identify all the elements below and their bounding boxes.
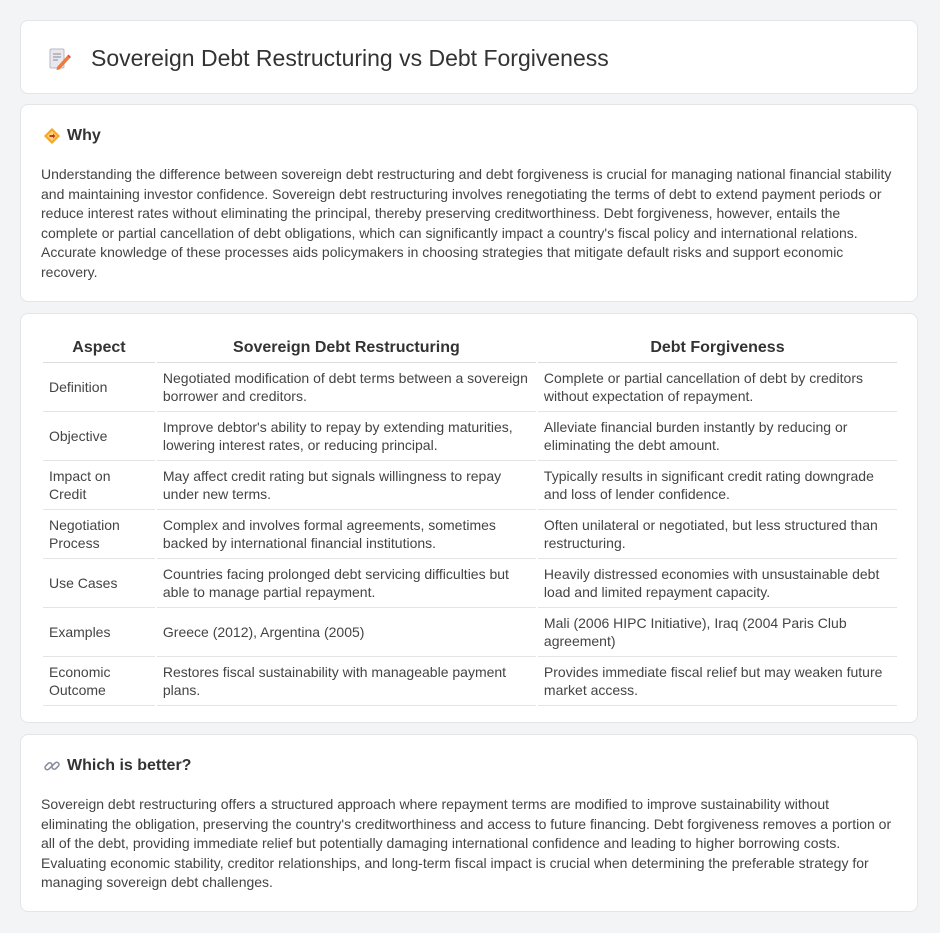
diamond-direction-icon <box>43 127 61 145</box>
better-heading: Which is better? <box>67 757 192 774</box>
restructuring-cell: Greece (2012), Argentina (2005) <box>157 608 536 657</box>
restructuring-cell: May affect credit rating but signals willingness to repay under new terms. <box>157 461 536 510</box>
link-icon <box>43 757 61 775</box>
forgiveness-cell: Alleviate financial burden instantly by reducing or eliminating the debt amount. <box>538 412 897 461</box>
why-heading: Why <box>67 127 101 144</box>
document-pen-icon <box>47 47 71 71</box>
forgiveness-cell: Provides immediate fiscal relief but may weaken future market access. <box>538 657 897 706</box>
which-better-section <box>20 734 918 912</box>
forgiveness-cell: Complete or partial cancellation of debt by creditors without expectation of repayment. <box>538 363 897 412</box>
restructuring-cell: Negotiated modification of debt terms between a sovereign borrower and creditors. <box>157 363 536 412</box>
title-card <box>20 20 918 94</box>
aspect-cell: Objective <box>43 412 155 461</box>
table-row <box>43 461 897 510</box>
header-forgiveness: Debt Forgiveness <box>538 334 897 363</box>
table-row <box>43 657 897 706</box>
why-heading-row <box>43 127 101 145</box>
aspect-cell: Definition <box>43 363 155 412</box>
comparison-table <box>41 334 899 706</box>
aspect-cell: Impact on Credit <box>43 461 155 510</box>
aspect-cell: Examples <box>43 608 155 657</box>
table-row <box>43 510 897 559</box>
title-row <box>47 45 609 72</box>
better-text: Sovereign debt restructuring offers a structured approach where repayment terms are modified to improve sustainability without eliminating the obligation, preserving the country's creditworthiness and access to future financing. Debt forgiveness removes a portion or all of the debt, providing immediate relief but potentially damaging international confidence and leading to higher borrowing costs. Evaluating economic stability, creditor relationships, and long-term fiscal impact is crucial when determining the preferable strategy for managing sovereign debt challenges. <box>41 796 892 891</box>
table-row <box>43 608 897 657</box>
table-row <box>43 559 897 608</box>
better-heading-row <box>43 757 191 775</box>
aspect-cell: Use Cases <box>43 559 155 608</box>
page-title: Sovereign Debt Restructuring vs Debt Forgiveness <box>91 45 609 71</box>
restructuring-cell: Complex and involves formal agreements, sometimes backed by international financial institutions. <box>157 510 536 559</box>
table-row <box>43 412 897 461</box>
header-restructuring: Sovereign Debt Restructuring <box>157 334 536 363</box>
table-header-row <box>43 334 897 363</box>
restructuring-cell: Countries facing prolonged debt servicing difficulties but able to manage partial repayment. <box>157 559 536 608</box>
restructuring-cell: Restores fiscal sustainability with manageable payment plans. <box>157 657 536 706</box>
restructuring-cell: Improve debtor's ability to repay by extending maturities, lowering interest rates, or reducing principal. <box>157 412 536 461</box>
forgiveness-cell: Mali (2006 HIPC Initiative), Iraq (2004 Paris Club agreement) <box>538 608 897 657</box>
table-row <box>43 363 897 412</box>
forgiveness-cell: Often unilateral or negotiated, but less structured than restructuring. <box>538 510 897 559</box>
forgiveness-cell: Heavily distressed economies with unsustainable debt load and limited repayment capacity. <box>538 559 897 608</box>
forgiveness-cell: Typically results in significant credit rating downgrade and loss of lender confidence. <box>538 461 897 510</box>
comparison-section <box>20 313 918 723</box>
why-section <box>20 104 918 302</box>
header-aspect: Aspect <box>43 334 155 363</box>
why-text: Understanding the difference between sovereign debt restructuring and debt forgiveness is crucial for managing national financial stability and maintaining investor confidence. Sovereign debt restructuring involves renegotiating the terms of debt to extend payment periods or reduce interest rates without eliminating the principal, thereby preserving creditworthiness. Debt forgiveness, however, entails the complete or partial cancellation of debt obligations, which can significantly impact a country's fiscal policy and international relations. Accurate knowledge of these processes aids policymakers in choosing strategies that mitigate default risks and support economic recovery. <box>41 166 892 280</box>
aspect-cell: Negotiation Process <box>43 510 155 559</box>
aspect-cell: Economic Outcome <box>43 657 155 706</box>
